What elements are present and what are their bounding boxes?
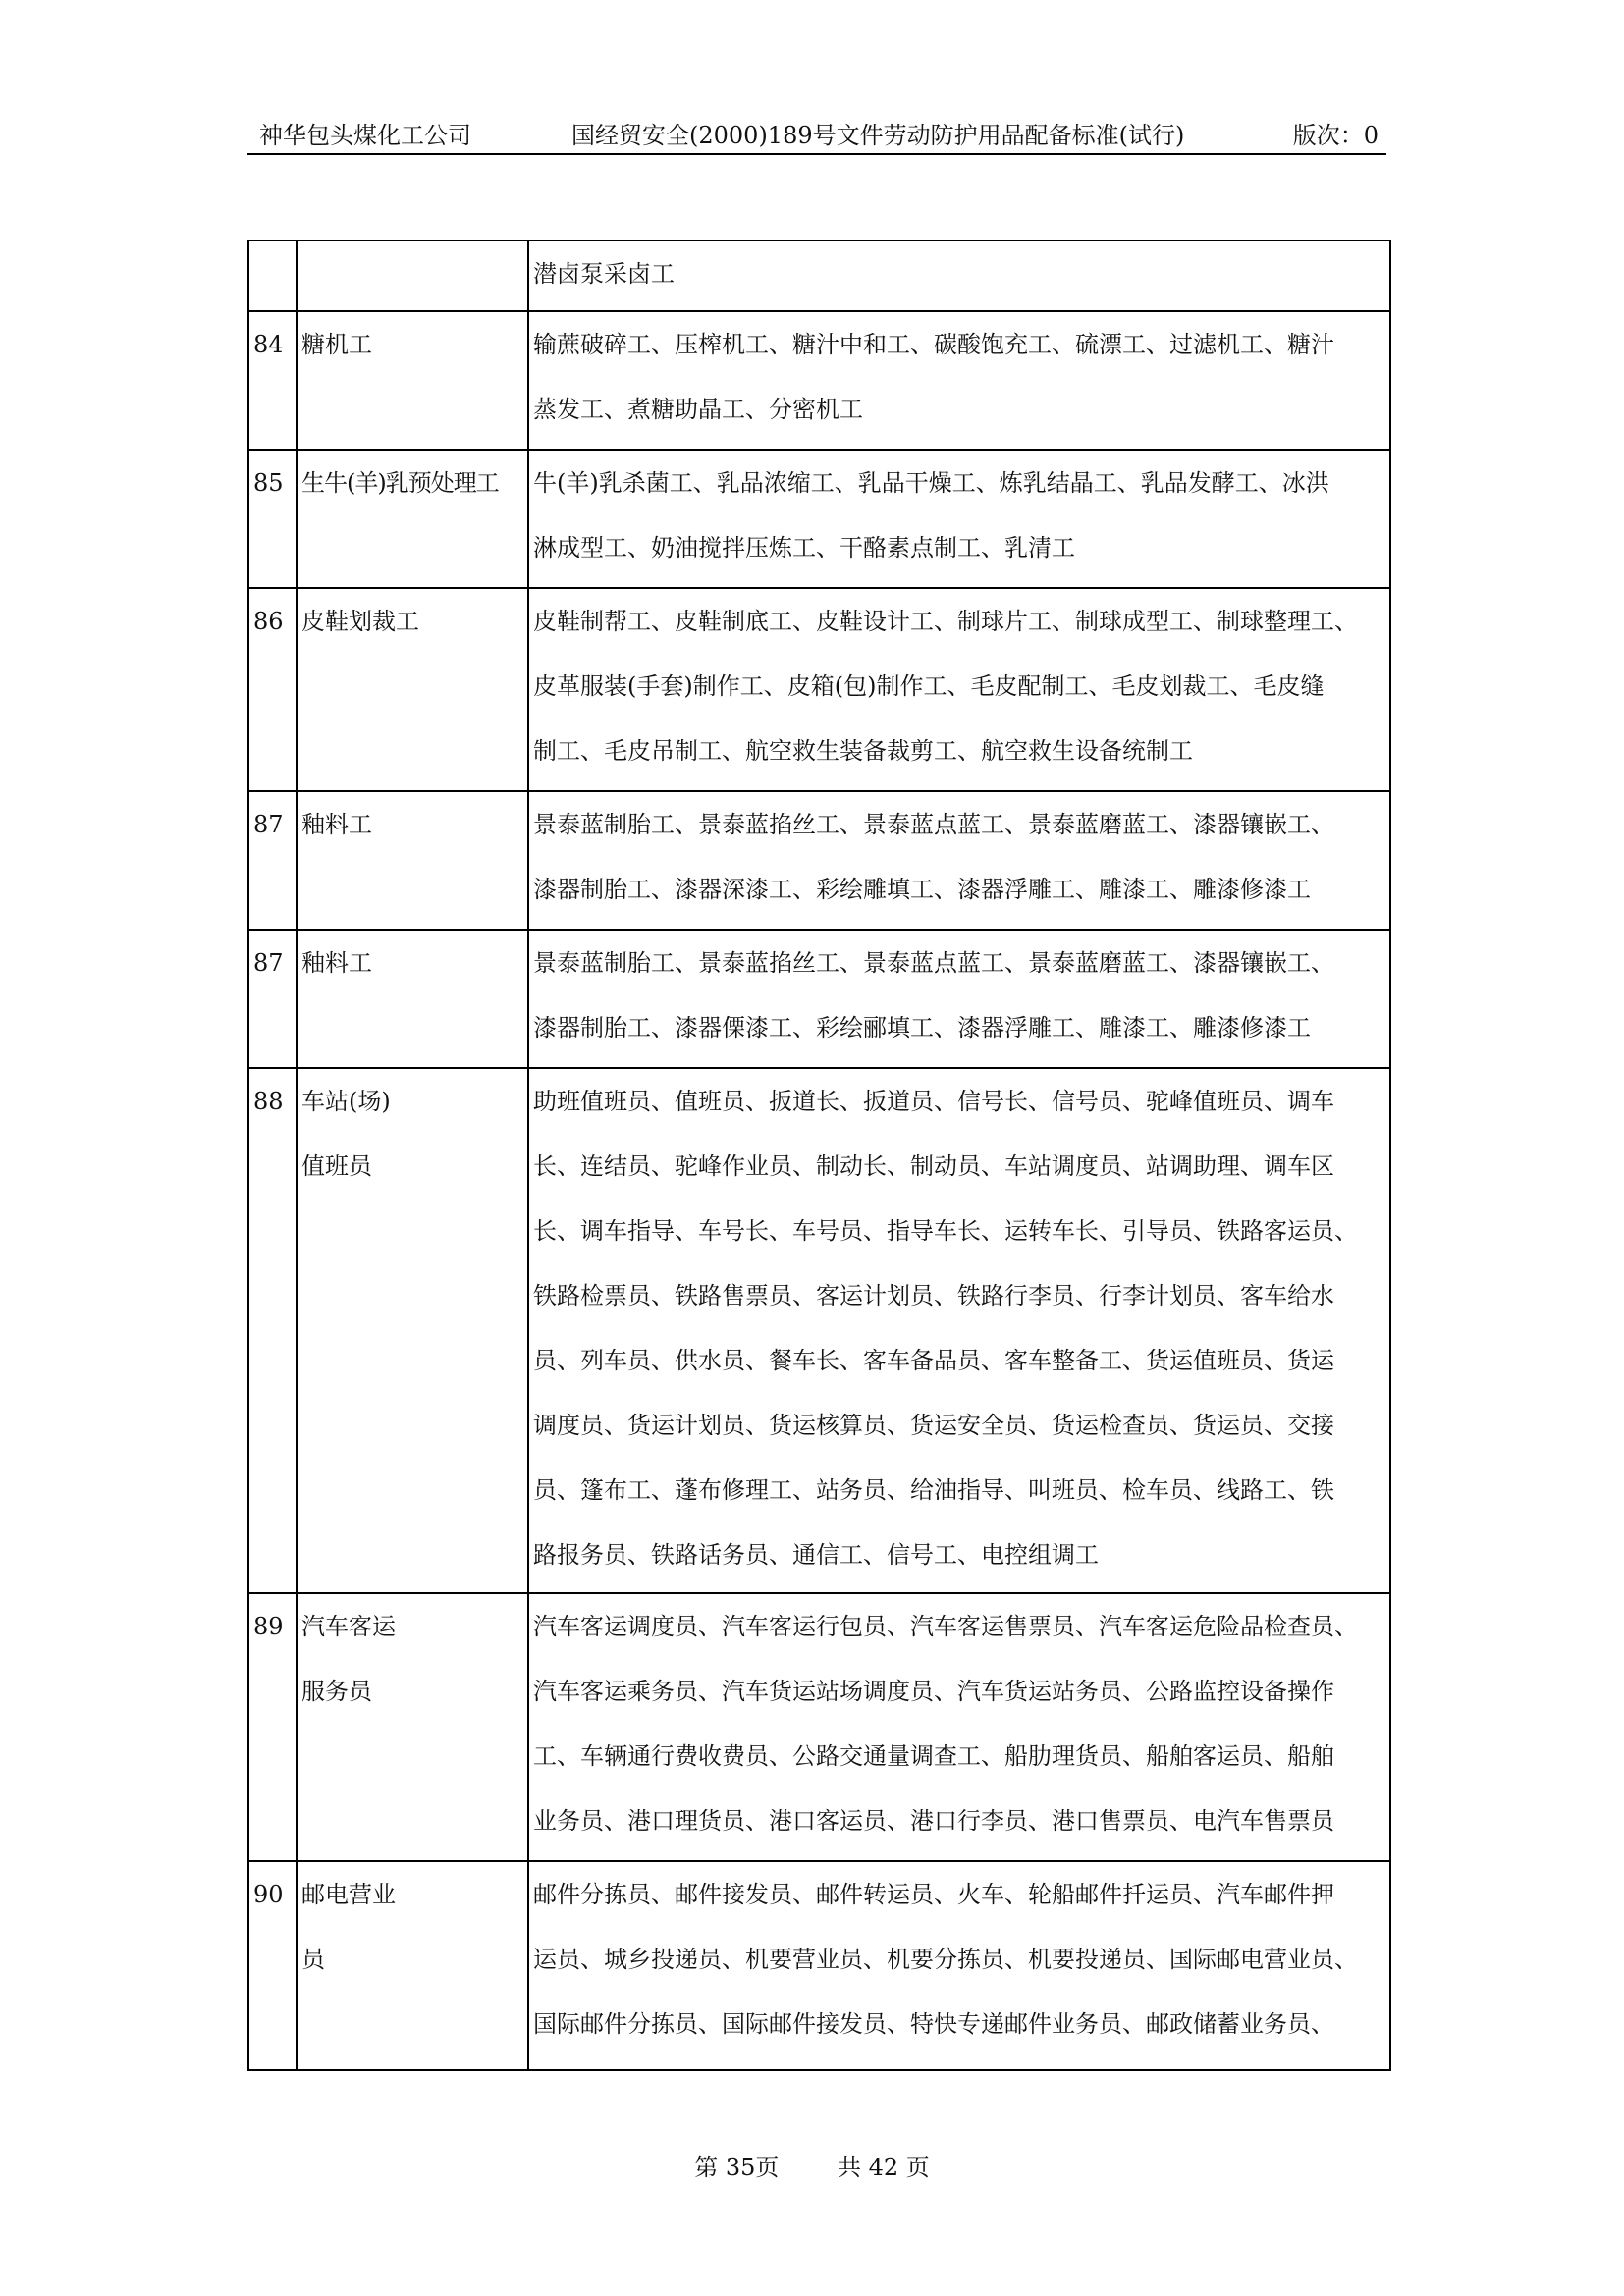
row-number-cell: [248, 1861, 297, 2070]
category-text: 釉料工: [301, 949, 372, 977]
row-number-cell: [248, 311, 297, 450]
category-cell: [297, 1593, 528, 1861]
table-row: [248, 1593, 1390, 1861]
jobs-cell: [528, 791, 1390, 930]
row-number: 86: [253, 608, 284, 635]
row-number: 87: [253, 949, 284, 977]
page-footer: [0, 2148, 1624, 2182]
table-row: [248, 240, 1390, 311]
table-row: [248, 450, 1390, 588]
page-number: 第 35页: [694, 2154, 780, 2181]
category-text: 糖机工: [301, 331, 372, 358]
header-version: 版次：0: [1292, 122, 1379, 149]
jobs-text: 皮鞋制帮工、皮鞋制底工、皮鞋设计工、制球片工、制球成型工、制球整理工、 皮革服装(手套)制作工、皮箱(包)制作工、毛皮配制工、毛皮划裁工、毛皮缝 制工、毛皮吊制工、航空救生装备裁剪工、航空救生设备统制工: [533, 608, 1358, 765]
jobs-text: 潜卤泵采卤工: [533, 260, 675, 288]
jobs-cell: [528, 1861, 1390, 2070]
header-company: 神华包头煤化工公司: [259, 122, 471, 149]
table-row: [248, 791, 1390, 930]
category-cell: [297, 240, 528, 311]
jobs-cell: [528, 930, 1390, 1068]
row-number-cell: [248, 240, 297, 311]
jobs-text: 景泰蓝制胎工、景泰蓝掐丝工、景泰蓝点蓝工、景泰蓝磨蓝工、漆器镶嵌工、 漆器制胎工、漆器深漆工、彩绘雕填工、漆器浮雕工、雕漆工、雕漆修漆工: [533, 811, 1334, 903]
row-number-cell: [248, 930, 297, 1068]
jobs-text: 邮件分拣员、邮件接发员、邮件转运员、火车、轮船邮件扦运员、汽车邮件押 运员、城乡投递员、机要营业员、机要分拣员、机要投递员、国际邮电营业员、 国际邮件分拣员、国际邮件接发员、特快专递邮件业务员、邮政储蓄业务员、: [533, 1881, 1358, 2038]
category-cell: [297, 791, 528, 930]
jobs-cell: [528, 588, 1390, 791]
jobs-text: 输蔗破碎工、压榨机工、糖汁中和工、碳酸饱充工、硫漂工、过滤机工、糖汁 蒸发工、煮糖助晶工、分密机工: [533, 331, 1334, 423]
category-cell: [297, 588, 528, 791]
row-number-cell: [248, 1068, 297, 1593]
category-text: 车站(场) 值班员: [301, 1088, 391, 1180]
jobs-text: 景泰蓝制胎工、景泰蓝掐丝工、景泰蓝点蓝工、景泰蓝磨蓝工、漆器镶嵌工、 漆器制胎工、漆器傈漆工、彩绘郦填工、漆器浮雕工、雕漆工、雕漆修漆工: [533, 949, 1334, 1041]
table-row: [248, 588, 1390, 791]
category-cell: [297, 311, 528, 450]
row-number-cell: [248, 1593, 297, 1861]
category-text: 釉料工: [301, 811, 372, 838]
jobs-text: 牛(羊)乳杀菌工、乳品浓缩工、乳品干燥工、炼乳结晶工、乳品发酵工、冰洪 淋成型工、奶油搅拌压炼工、干酪素点制工、乳清工: [533, 469, 1329, 561]
table-row: [248, 311, 1390, 450]
jobs-cell: [528, 311, 1390, 450]
header-document-title: 国经贸安全(2000)189号文件劳动防护用品配备标准(试行): [571, 122, 1185, 149]
row-number: 89: [253, 1613, 284, 1640]
row-number-cell: [248, 791, 297, 930]
standard-table: [247, 240, 1391, 2071]
category-cell: [297, 930, 528, 1068]
row-number: 85: [253, 469, 284, 497]
jobs-text: 汽车客运调度员、汽车客运行包员、汽车客运售票员、汽车客运危险品检查员、 汽车客运乘务员、汽车货运站场调度员、汽车货运站务员、公路监控设备操作 工、车辆通行费收费员、公路交通量调查工、船肋理货员、船舶客运员、船舶 业务员、港口理货员、港口客运员、港口行李员、港口售票员、电汽车售票员: [533, 1613, 1358, 1835]
jobs-cell: [528, 240, 1390, 311]
row-number: 87: [253, 811, 284, 838]
jobs-cell: [528, 1068, 1390, 1593]
jobs-text: 助班值班员、值班员、扳道长、扳道员、信号长、信号员、驼峰值班员、调车 长、连结员、驼峰作业员、制动长、制动员、车站调度员、站调助理、调车区 长、调车指导、车号长、车号员、指导车长、运转车长、引导员、铁路客运员、 铁路检票员、铁路售票员、客运计划员、铁路行李员、行李计划员、客车给水 员、列车员、供水员、餐车长、客车备品员、客车整备工、货运值班员、货运 调度员、货运计划员、货运核算员、货运安全员、货运检查员、货运员、交接 员、篷布工、蓬布修理工、站务员、给油指导、叫班员、检车员、线路工、铁 路报务员、铁路话务员、通信工、信号工、电控组调工: [533, 1088, 1358, 1569]
category-text: 汽车客运 服务员: [301, 1613, 396, 1705]
jobs-cell: [528, 1593, 1390, 1861]
table-row: [248, 930, 1390, 1068]
page-header: [247, 114, 1386, 155]
category-cell: [297, 1861, 528, 2070]
row-number-cell: [248, 450, 297, 588]
table-row: [248, 1861, 1390, 2070]
page-total: 共 42 页: [838, 2154, 930, 2181]
jobs-cell: [528, 450, 1390, 588]
category-cell: [297, 1068, 528, 1593]
row-number: 88: [253, 1088, 284, 1115]
category-cell: [297, 450, 528, 588]
table-row: [248, 1068, 1390, 1593]
row-number-cell: [248, 588, 297, 791]
category-text: 生牛(羊)乳预处理工: [301, 469, 499, 497]
row-number: 84: [253, 331, 284, 358]
category-text: 皮鞋划裁工: [301, 608, 419, 635]
row-number: 90: [253, 1881, 284, 1908]
category-text: 邮电营业 员: [301, 1881, 396, 1973]
